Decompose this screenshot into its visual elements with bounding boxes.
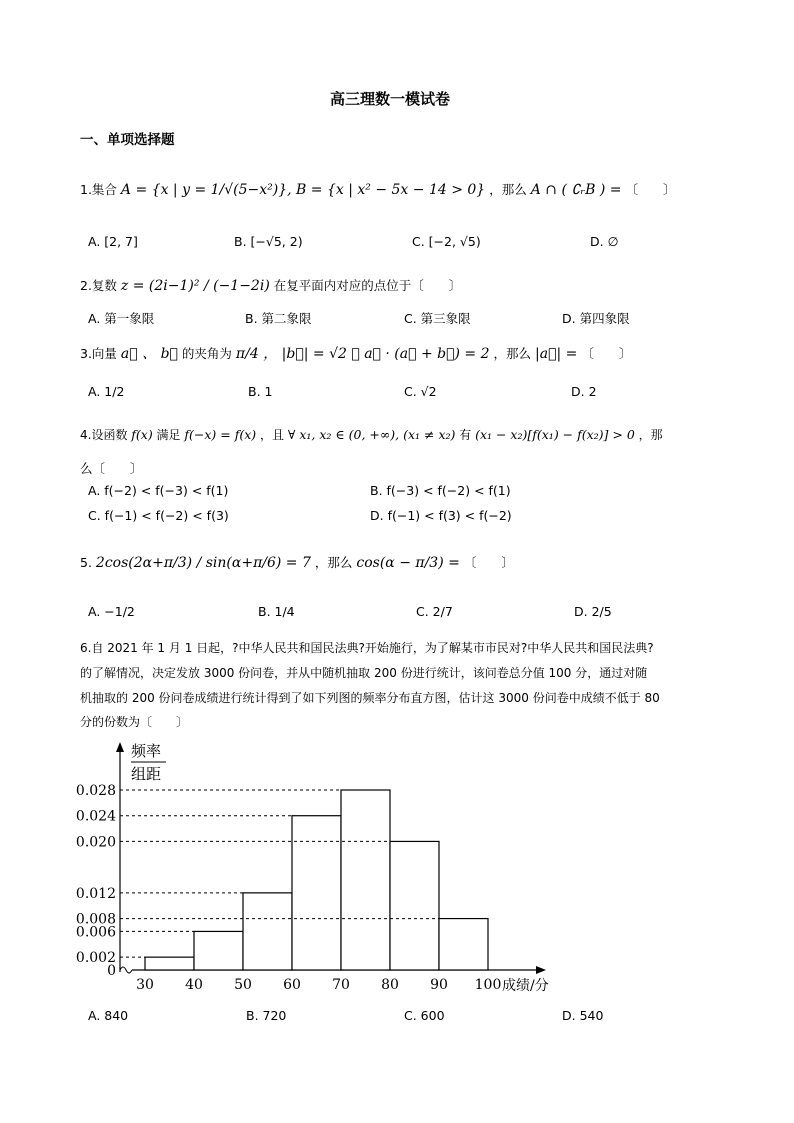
y-tick-label: 0.020 [75, 834, 116, 851]
q6-line-2: 的了解情况，决定发放 3000 份问卷，并从中随机抽取 200 份进行统计，该问卷总分值 100 分，通过对随 [80, 666, 648, 680]
q1-prefix: 1.集合 [80, 182, 117, 197]
q1-option-c: C. [−2, √5) [412, 234, 481, 249]
histogram-bar [341, 790, 390, 970]
q3-math2: π/4 ， |b⃗| = √2 ， a⃗ · (a⃗ + b⃗) = 2 [235, 346, 490, 362]
x-tick-label: 50 [234, 977, 252, 993]
axis-break [120, 967, 132, 973]
y-tick-label: 0.028 [75, 783, 116, 799]
y-tick-label: 0.008 [75, 911, 116, 928]
q5-option-c: C. 2/7 [416, 604, 453, 619]
y-tick-label: 0.006 [75, 924, 116, 941]
x-tick-label: 90 [430, 977, 448, 993]
x-tick-label: 60 [283, 977, 301, 993]
q5-math: 2cos(2α+π/3) / sin(α+π/6) = 7 [95, 555, 311, 571]
section-heading: 一、单项选择题 [80, 132, 175, 148]
q6-option-a: A. 840 [88, 1008, 129, 1023]
histogram-bar [243, 893, 292, 970]
q1-option-a: A. [2, 7] [88, 234, 138, 249]
q1-option-b: B. [−√5, 2) [234, 234, 303, 249]
q5-paren: 〔 〕 [463, 555, 514, 570]
q6-option-d: D. 540 [562, 1008, 604, 1023]
q4-math4: (x₁ − x₂)[f(x₁) − f(x₂)] > 0 [475, 427, 635, 442]
x-tick-label: 80 [381, 977, 399, 993]
q5-prefix: 5. [80, 555, 92, 570]
q5-suffix: ，那么 [314, 555, 353, 570]
q2-prefix: 2.复数 [80, 278, 117, 293]
q3-math3: |a⃗| = [535, 346, 578, 362]
q5-option-a: A. −1/2 [88, 604, 135, 619]
q4-math3: ∀ x₁, x₂ ∈ (0, +∞), (x₁ ≠ x₂) [287, 427, 456, 442]
q2-option-b: B. 第二象限 [245, 311, 312, 326]
q4-option-d: D. f(−1) < f(3) < f(−2) [370, 508, 512, 523]
y-tick-label: 0.002 [75, 950, 116, 967]
q3-suffix: ，那么 [493, 346, 532, 361]
q6-line-1: 6.自 2021 年 1 月 1 日起，?中华人民共和国民法典?开始施行，为了解某市市民对?中华人民共和国民法典? [80, 641, 654, 655]
x-tick-label: 70 [332, 977, 350, 993]
q2-option-a: A. 第一象限 [88, 311, 155, 326]
histogram-bar [439, 919, 488, 970]
q1-math: A = {x | y = 1/√(5−x²)}, B = {x | x² − 5x − 14 > 0} [120, 182, 486, 198]
q4-end: ，那 [638, 428, 663, 442]
ylabel-top: 频率 [131, 742, 162, 760]
y-axis-arrow [116, 742, 124, 752]
q5-option-d: D. 2/5 [574, 604, 612, 619]
q4-mid: 满足 [156, 428, 181, 442]
q4-mid2: ，且 [259, 428, 284, 442]
q3-prefix: 3.向量 [80, 346, 117, 361]
q5-math2: cos(α − π/3) = [356, 555, 460, 571]
x-axis-arrow [536, 966, 546, 974]
q1-math2: A ∩ ( ∁ᵣB ) = [530, 182, 622, 198]
q3-option-b: B. 1 [248, 384, 273, 399]
y-tick-label: 0.024 [75, 808, 116, 825]
q3-paren: 〔 〕 [581, 346, 632, 361]
q1-suffix: ，那么 [489, 182, 527, 197]
histogram-bar [292, 816, 341, 970]
q4-line2: 么〔 〕 [80, 461, 143, 476]
x-tick-label: 100 [474, 977, 502, 993]
q4-option-b: B. f(−3) < f(−2) < f(1) [370, 483, 511, 498]
xlabel: 成绩/分 [502, 978, 549, 994]
y-tick-label: 0 [107, 963, 116, 979]
q4-math: f(x) [131, 427, 153, 442]
q4-math2: f(−x) = f(x) [184, 427, 257, 442]
q6-line-4: 分的份数为〔 〕 [80, 715, 189, 729]
histogram-bar [145, 957, 194, 970]
q4-option-a: A. f(−2) < f(−3) < f(1) [88, 483, 229, 498]
q2-math: z = (2i−1)² / (−1−2i) [120, 278, 270, 294]
q1-option-d: D. ∅ [590, 234, 619, 249]
q1-paren: 〔 〕 [625, 182, 676, 197]
q4-mid3: 有 [459, 428, 472, 442]
histogram-bar [194, 931, 243, 970]
q2-suffix: 在复平面内对应的点位于〔 〕 [273, 278, 462, 293]
q6-option-c: C. 600 [404, 1008, 445, 1023]
q3-mid: 的夹角为 [181, 346, 232, 361]
q3-option-d: D. 2 [571, 384, 597, 399]
q6-option-b: B. 720 [246, 1008, 287, 1023]
q6-line-3: 机抽取的 200 份问卷成绩进行统计得到了如下列图的频率分布直方图，估计这 3000 份问卷中成绩不低于 80 [80, 691, 660, 705]
x-tick-label: 40 [185, 977, 203, 993]
q3-option-a: A. 1/2 [88, 384, 125, 399]
q5-option-b: B. 1/4 [258, 604, 295, 619]
histogram-bar [390, 841, 439, 970]
ylabel-bottom: 组距 [131, 765, 162, 783]
q3-math: a⃗ 、 b⃗ [120, 346, 178, 362]
x-tick-label: 30 [136, 977, 154, 993]
q2-option-d: D. 第四象限 [562, 311, 630, 326]
q3-option-c: C. √2 [404, 384, 437, 399]
q2-option-c: C. 第三象限 [404, 311, 471, 326]
q4-prefix: 4.设函数 [80, 428, 128, 442]
q4-option-c: C. f(−1) < f(−2) < f(3) [88, 508, 229, 523]
y-tick-label: 0.012 [75, 885, 116, 902]
page-title: 高三理数一模试卷 [330, 90, 451, 108]
